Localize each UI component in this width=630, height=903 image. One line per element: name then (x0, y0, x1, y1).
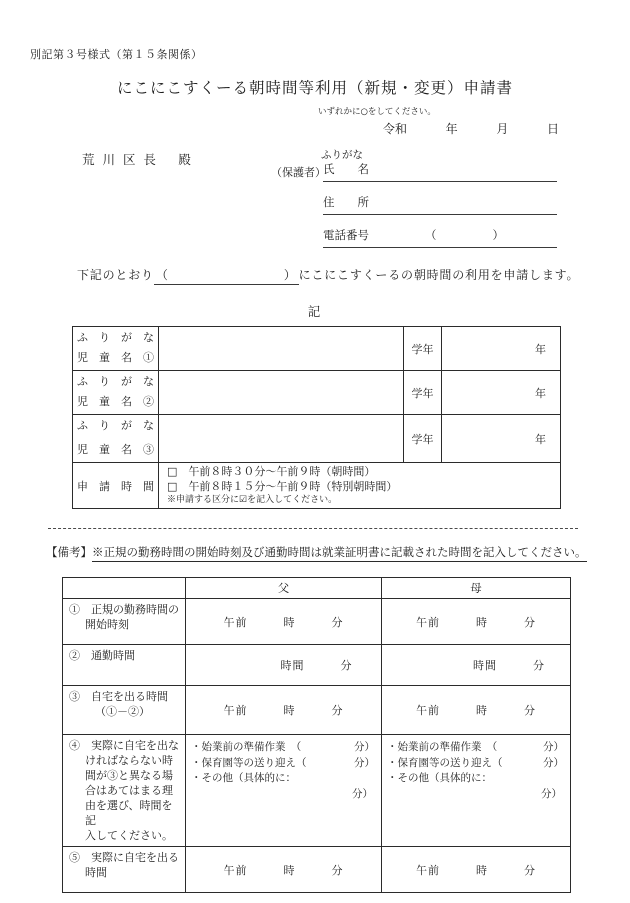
applicant-furigana-label: ふりがな (321, 149, 363, 161)
grade-year-suffix-1: 年 (442, 327, 561, 371)
row5-mother-time: 午前 時 分 (382, 847, 571, 893)
mother-daycare-minutes: 分） (543, 756, 564, 769)
remarks-header-row (63, 578, 571, 599)
mother-prep-work-label: ・始業前の準備作業 （ (387, 741, 498, 753)
mother-column-header: 母 (382, 578, 571, 599)
circle-instruction-note: いずれかに○をしてください。 (318, 107, 436, 117)
furigana-label: ふ り が な (77, 331, 154, 344)
row4-label-line2: ければならない時 (85, 754, 173, 767)
row1-label-line2: 開始時刻 (85, 618, 129, 631)
year-label: 年 (445, 122, 458, 136)
remarks-label: 【備考】 (46, 545, 92, 559)
date-line (383, 120, 559, 137)
remarks-row-5 (63, 847, 571, 893)
row4-label-line6: 入してください。 (85, 829, 173, 842)
furigana-label: ふ り が な (77, 375, 154, 388)
addressee-mayor: 荒 川 区 長 殿 (82, 152, 193, 167)
form-code: 別記第３号様式（第１５条関係） (30, 48, 203, 61)
guardian-label: （保護者） (271, 166, 326, 179)
request-time-check-note: ※申請する区分に☑を記入してください。 (167, 495, 338, 505)
child-name-label-1: 児 童 名 ① (77, 351, 154, 364)
mother-other-label: ・その他（具体的に： (387, 772, 492, 784)
request-time-option-special: □ 午前８時１５分～午前９時（特別朝時間） (167, 479, 398, 493)
row4-label-line1: ④ 実際に自宅を出な (69, 739, 179, 752)
child-name-input-area-3 (159, 415, 404, 463)
row3-label: ③ 自宅を出る時間 (69, 690, 168, 703)
mother-other-minutes: 分） (541, 787, 562, 800)
intro-prefix: 下記のとおり (77, 268, 154, 282)
row1-father-time: 午前 時 分 (186, 599, 382, 645)
remarks-row-3 (63, 686, 571, 735)
dashed-divider (48, 528, 578, 529)
phone-label: 電話番号 (323, 228, 369, 242)
row2-mother-time: 時間 分 (382, 645, 571, 686)
father-daycare-minutes: 分） (354, 756, 375, 769)
day-label: 日 (546, 122, 559, 136)
applicant-phone-field (323, 227, 557, 248)
row3-mother-time: 午前 時 分 (382, 686, 571, 735)
row4-label-line5: 由を選び、時間を記 (85, 799, 173, 827)
child-name-label-2: 児 童 名 ② (77, 395, 154, 408)
father-daycare-label: ・保育園等の送り迎え（ (191, 756, 307, 769)
furigana-label: ふ り が な (77, 419, 154, 432)
grade-label-3: 学年 (404, 415, 442, 463)
request-time-options (159, 463, 561, 509)
page-title: にこにこすくーる朝時間等利用（新規・変更）申請書 (116, 79, 513, 97)
remarks-row-2 (63, 645, 571, 686)
intro-sentence (77, 266, 579, 283)
grade-label-1: 学年 (404, 327, 442, 371)
intro-blank-field: （ ） (154, 268, 299, 285)
request-time-row (73, 463, 561, 509)
grade-label-2: 学年 (404, 371, 442, 415)
applicant-name-field (323, 161, 557, 182)
remarks-text: ※正規の勤務時間の開始時刻及び通勤時間は就業証明書に記載された時間を記入してください。 (92, 545, 587, 562)
row2-label: ② 通勤時間 (69, 649, 135, 662)
row5-father-time: 午前 時 分 (186, 847, 382, 893)
father-prep-work-label: ・始業前の準備作業 （ (191, 741, 302, 753)
request-time-label: 申 請 時 間 (73, 463, 159, 509)
phone-parens: （ ） (425, 228, 506, 242)
remarks-row-4 (63, 735, 571, 847)
remarks-table (62, 577, 571, 893)
grade-year-suffix-2: 年 (442, 371, 561, 415)
ki-heading: 記 (307, 304, 323, 319)
grade-year-suffix-3: 年 (442, 415, 561, 463)
row1-label: ① 正規の勤務時間の (69, 603, 179, 616)
request-time-option-morning: □ 午前８時３０分～午前９時（朝時間） (167, 465, 376, 478)
row3-father-time: 午前 時 分 (186, 686, 382, 735)
father-other-label: ・その他（具体的に： (191, 772, 296, 784)
month-label: 月 (496, 122, 509, 136)
child-name-label-3: 児 童 名 ③ (77, 443, 154, 456)
era-label: 令和 (383, 122, 408, 136)
mother-prep-work-minutes: 分） (543, 741, 564, 753)
child-table (72, 326, 561, 509)
name-label: 氏 名 (323, 162, 369, 176)
child-name-input-area-1 (159, 327, 404, 371)
child-row-1 (73, 327, 561, 371)
row4-father-reasons (186, 735, 382, 847)
row4-label-line4: 合はあてはまる理 (85, 784, 173, 797)
remarks-row-1 (63, 599, 571, 645)
row5-label-line2: 時間 (85, 866, 107, 879)
child-row-3 (73, 415, 561, 463)
row4-label-line3: 間が③と異なる場 (85, 769, 173, 782)
child-row-2 (73, 371, 561, 415)
row5-label: ⑤ 実際に自宅を出る (69, 851, 179, 864)
address-label: 住 所 (323, 195, 369, 209)
row4-mother-reasons (382, 735, 571, 847)
father-column-header: 父 (186, 578, 382, 599)
child-name-input-area-2 (159, 371, 404, 415)
row2-father-time: 時間 分 (186, 645, 382, 686)
remarks-note (46, 544, 587, 560)
remarks-header-empty (63, 578, 186, 599)
row1-mother-time: 午前 時 分 (382, 599, 571, 645)
applicant-address-field (323, 194, 557, 215)
mother-daycare-label: ・保育園等の送り迎え（ (387, 756, 503, 769)
row3-label-line2: （①－②） (95, 705, 150, 718)
father-prep-work-minutes: 分） (354, 741, 375, 753)
intro-suffix: にこにこすくーるの朝時間の利用を申請します。 (298, 268, 580, 282)
father-other-minutes: 分） (352, 787, 373, 800)
